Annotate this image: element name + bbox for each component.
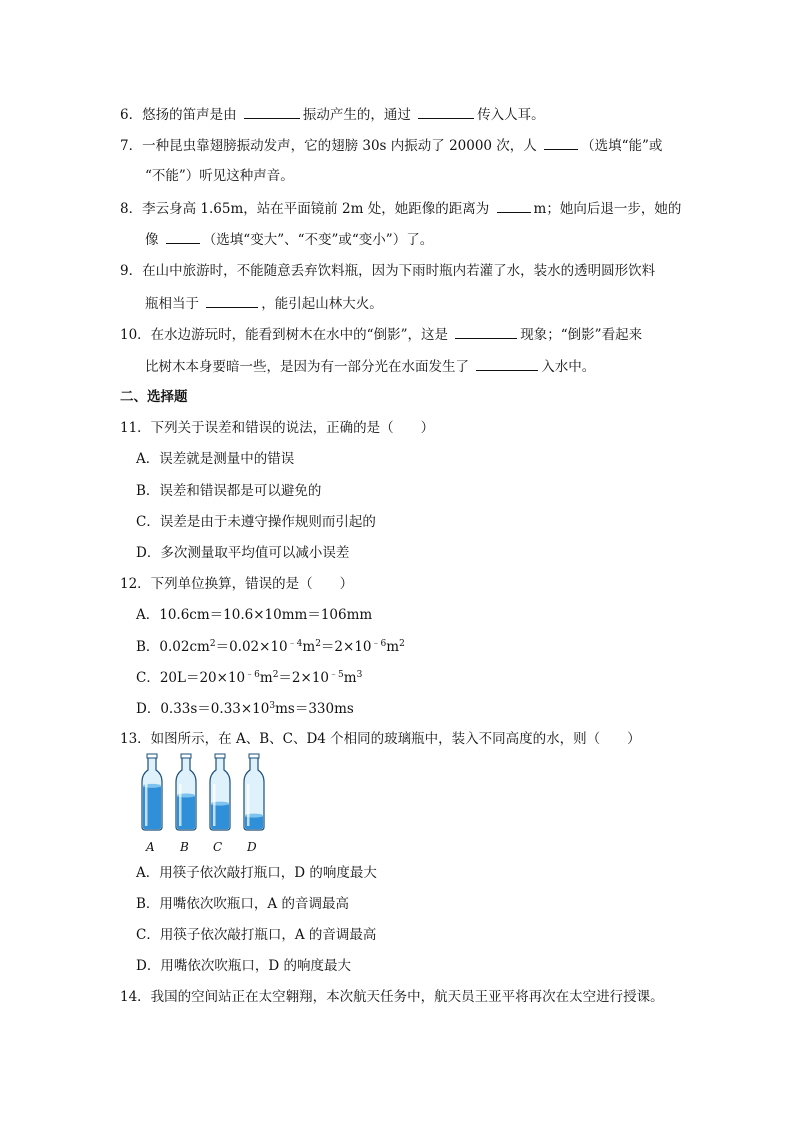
q7-text-c: “不能”）听见这种声音。 — [145, 168, 294, 184]
q13-option-a[interactable]: A．用筷子依次敲打瓶口，D 的响度最大 — [136, 865, 377, 881]
bottle-c — [210, 754, 230, 830]
q9-text-a: 9．在山中旅游时，不能随意丢弃饮料瓶，因为下雨时瓶内若灌了水，装水的透明圆形饮料 — [120, 263, 656, 279]
q8-text-a: 8．李云身高 1.65m，站在平面镜前 2m 处，她距像的距离为 — [120, 201, 494, 217]
q6-text-b: 振动产生的，通过 — [302, 107, 416, 123]
q9-text-c: ，能引起山林大火。 — [261, 296, 383, 312]
q12c-sup-1: ﹣6 — [245, 670, 260, 680]
question-9 — [120, 261, 655, 281]
q13-option-b[interactable]: B．用嘴依次吹瓶口，A 的音调最高 — [136, 896, 349, 912]
q12b-part-5: m — [386, 639, 400, 655]
q10-text-a: 10．在水边游玩时，能看到树木在水中的“倒影”，这是 — [120, 327, 453, 343]
q8-blank-2[interactable] — [166, 229, 200, 244]
q12c-sup-3: ﹣5 — [329, 670, 344, 680]
q6-text-c: 传入人耳。 — [477, 107, 545, 123]
q8-blank-1[interactable] — [497, 198, 531, 213]
q12b-part-4: ＝2×10 — [320, 639, 372, 655]
q7-text-a: 7．一种昆虫靠翅膀振动发声，它的翅膀 30s 内振动了 20000 次，人 — [120, 138, 542, 154]
bottle-rim — [181, 754, 191, 758]
q12-option-a[interactable]: A．10.6cm＝10.6×10mm＝106mm — [136, 607, 373, 623]
question-11-stem: 11．下列关于误差和错误的说法，正确的是（ ） — [120, 420, 435, 436]
q11-option-a[interactable]: A．误差就是测量中的错误 — [136, 451, 295, 467]
q12c-part-3: ＝2×10 — [278, 670, 330, 686]
q6-blank-2[interactable] — [418, 104, 474, 119]
bottle-b — [176, 754, 196, 830]
bottle-label-c: C — [213, 840, 223, 854]
q11-option-b[interactable]: B．误差和错误都是可以避免的 — [136, 483, 322, 499]
q8-text-b: m；她向后退一步，她的 — [533, 201, 682, 217]
q10-text-d: 入水中。 — [541, 359, 596, 375]
question-10-cont — [145, 356, 595, 377]
q12b-part-1: B．0.02cm — [136, 639, 210, 655]
q12c-part-1: C．20L＝20×10 — [136, 670, 246, 686]
bottle-d — [244, 754, 264, 830]
q12d-part-2: ms＝330ms — [275, 701, 354, 717]
q12-option-c[interactable] — [136, 668, 362, 688]
q12b-sup-2: ﹣4 — [287, 639, 303, 649]
question-10 — [120, 324, 642, 345]
question-9-cont — [145, 293, 383, 314]
q8-text-d: （选填“变大”、“不变”或“变小”）了。 — [202, 232, 434, 248]
q12c-part-2: m — [259, 670, 273, 686]
q10-blank-2[interactable] — [476, 356, 538, 371]
q12c-sup-4: 3 — [356, 670, 363, 680]
bottle-rim — [249, 754, 259, 758]
q8-text-c: 像 — [145, 232, 163, 248]
q11-option-c[interactable]: C．误差是由于未遵守操作规则而引起的 — [136, 514, 376, 530]
q12b-sup-4: ﹣6 — [371, 639, 387, 649]
q12b-sup-3: 2 — [315, 639, 321, 649]
q13-option-d[interactable]: D．用嘴依次吹瓶口，D 的响度最大 — [136, 958, 351, 974]
q10-text-c: 比树木本身要暗一些，是因为有一部分光在水面发生了 — [145, 359, 474, 375]
q10-blank-1[interactable] — [455, 324, 517, 339]
glass-highlight — [145, 784, 148, 826]
q13-option-c[interactable]: C．用筷子依次敲打瓶口，A 的音调最高 — [136, 927, 377, 943]
bottle-label-d: D — [247, 840, 257, 854]
q7-blank-1[interactable] — [544, 135, 578, 150]
bottle-rim — [147, 754, 157, 758]
bottle-a — [142, 754, 162, 830]
q12c-part-4: m — [343, 670, 357, 686]
question-14-stem: 14．我国的空间站正在太空翱翔，本次航天任务中，航天员王亚平将再次在太空进行授课。 — [120, 989, 664, 1005]
bottles-figure — [140, 752, 280, 834]
question-12-stem: 12．下列单位换算，错误的是（ ） — [120, 576, 354, 592]
q7-text-b: （选填“能”或 — [581, 138, 663, 154]
q12d-part-1: D．0.33s＝0.33×10 — [136, 701, 270, 717]
q6-text-a: 6．悠扬的笛声是由 — [120, 107, 241, 123]
q12c-sup-2: 2 — [272, 670, 279, 680]
q12b-part-2: ＝0.02×10 — [215, 639, 288, 655]
question-8 — [120, 198, 681, 219]
question-7-cont — [145, 166, 294, 186]
bottle-rim — [215, 754, 225, 758]
q11-option-d[interactable]: D．多次测量取平均值可以减小误差 — [136, 545, 350, 561]
q12b-sup-1: 2 — [209, 639, 216, 649]
q9-blank-1[interactable] — [206, 293, 258, 308]
section-heading-choice: 二、选择题 — [120, 389, 188, 405]
question-6 — [120, 104, 545, 125]
q12b-sup-5: 2 — [399, 639, 405, 649]
glass-highlight — [213, 784, 216, 826]
q12b-part-3: m — [302, 639, 316, 655]
glass-highlight — [247, 784, 250, 826]
glass-highlight — [179, 784, 182, 826]
q10-text-b: 现象；“倒影”看起来 — [520, 327, 643, 343]
question-7 — [120, 135, 662, 156]
bottle-label-a: A — [146, 840, 155, 854]
q9-text-b: 瓶相当于 — [145, 296, 204, 312]
q12d-sup-1: 3 — [269, 701, 276, 711]
q6-blank-1[interactable] — [244, 104, 300, 119]
question-8-cont — [145, 229, 433, 250]
q12-option-b[interactable] — [136, 637, 405, 657]
q12-option-d[interactable] — [136, 699, 354, 719]
question-13-stem: 13．如图所示，在 A、B、C、D4 个相同的玻璃瓶中，装入不同高度的水，则（ ） — [120, 731, 641, 747]
bottle-label-b: B — [180, 840, 189, 854]
